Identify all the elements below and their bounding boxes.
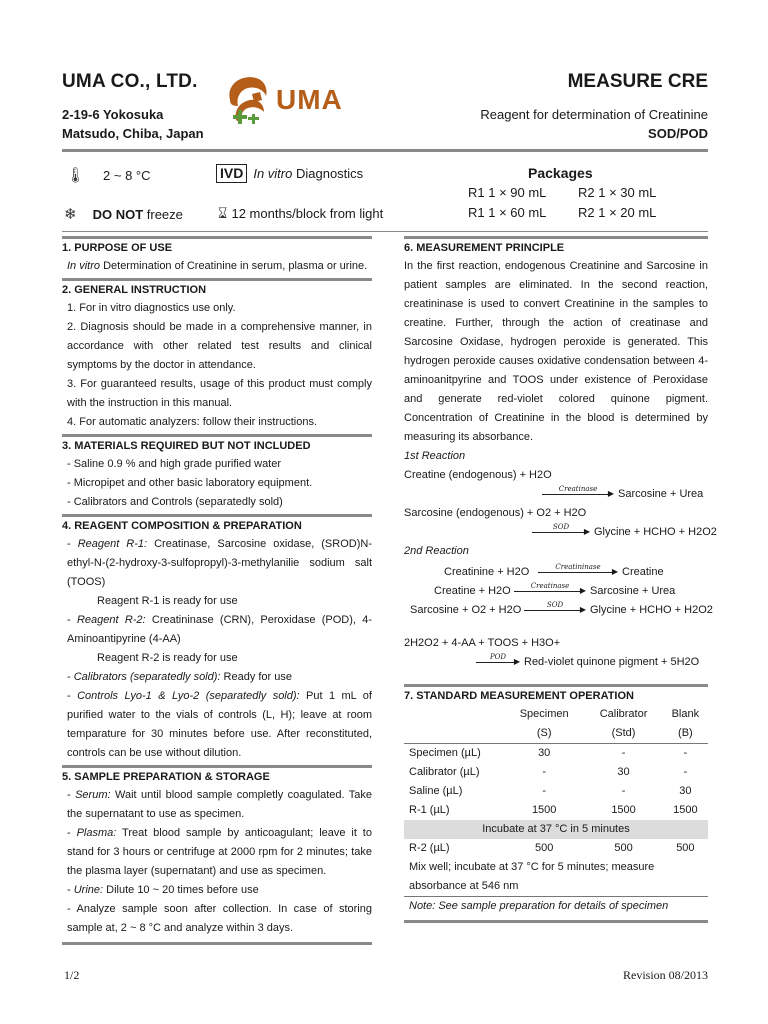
section-2-title: 2. GENERAL INSTRUCTION xyxy=(62,284,207,296)
reagent-r1-label: Reagent R-1: xyxy=(77,538,148,550)
r2-eq3-line xyxy=(404,601,713,620)
sod-label: SOD xyxy=(552,523,570,531)
reagent-r1-ready: Reagent R-1 is ready for use xyxy=(97,595,238,607)
ivd-rest: Diagnostics xyxy=(292,166,364,181)
material-3: - Calibrators and Controls (separatedly sold) xyxy=(67,496,283,508)
controls: - Controls Lyo-1 & Lyo-2 (separatedly sold): Put 1 mL of purified water to the vials of controls (L, H); leave at room temparature for 30 minutes before use. After reconstituted, controls can be use without dilution. xyxy=(67,690,372,759)
table-header-row xyxy=(404,705,708,724)
address-line-2: Matsudo, Chiba, Japan xyxy=(62,126,204,141)
ivd-badge: IVD xyxy=(216,164,247,183)
package-r1-b: R1 1 × 60 mL xyxy=(468,205,547,220)
column-code: (S) xyxy=(536,727,552,739)
mix-text: Mix well; incubate at 37 °C for 5 minutes; measure absorbance at 546 nm xyxy=(409,861,655,892)
header-divider xyxy=(62,149,708,152)
table-cell: 500 xyxy=(676,842,695,854)
r1-eq2-line xyxy=(404,523,717,542)
section-6-title: 6. MEASUREMENT PRINCIPLE xyxy=(404,242,565,254)
reaction-arrow: POD ▶ xyxy=(476,657,520,668)
product-name: MEASURE CRE xyxy=(567,71,708,92)
incubate-row xyxy=(404,820,708,839)
hourglass-icon: ⌛︎ xyxy=(218,205,228,222)
column-header: Specimen xyxy=(519,708,569,720)
r1-eq1-line xyxy=(404,485,708,504)
table-row xyxy=(404,744,708,764)
table-code-row xyxy=(404,724,708,744)
note-text: Note: See sample preparation for details of specimen xyxy=(404,897,708,917)
reaction-arrow: Creatinase ▶ xyxy=(514,586,586,597)
r2-eq3-left: Sarcosine + O2 + H2O xyxy=(410,604,522,616)
section-bar xyxy=(62,942,372,945)
incubate-text: Incubate at 37 °C in 5 minutes xyxy=(404,820,708,839)
controls-text: Put 1 mL of purified water to the vials of controls (L, H); leave at room temparature for 30 minutes before use. After reconstituted, controls can be use without dilution. xyxy=(67,690,372,759)
column-code: (B) xyxy=(678,727,693,739)
r3-right: Red-violet quinone pigment + 5H2O xyxy=(524,656,700,668)
r1-eq1-left: Creatine (endogenous) + H2O xyxy=(404,469,552,481)
r2-eq3-right: Glycine + HCHO + H2O2 xyxy=(590,604,713,616)
table-cell: - xyxy=(621,785,626,797)
r1-eq2-right: Glycine + HCHO + H2O2 xyxy=(594,526,717,538)
revision: Revision 08/2013 xyxy=(622,968,708,982)
table-cell: 500 xyxy=(535,842,554,854)
table-row xyxy=(404,839,708,858)
table-row xyxy=(404,801,708,820)
calibrators-text: Ready for use xyxy=(220,671,293,683)
table-cell: 30 xyxy=(504,744,584,764)
r2-eq1-right: Creatine xyxy=(622,566,664,578)
table-cell: 1500 xyxy=(673,804,698,816)
material-1: - Saline 0.9 % and high grade purified water xyxy=(67,458,282,470)
shelf-life-row xyxy=(218,205,383,222)
serum-prep: - Serum: Wait until blood sample completly coagulated. Take the supernatant to use as specimen. xyxy=(67,789,372,820)
reaction-arrow: SOD ▶ xyxy=(524,605,586,616)
table-cell: - xyxy=(584,744,662,764)
table-cell: - xyxy=(663,744,708,764)
section-1-text xyxy=(62,257,372,276)
thermometer-icon: 🌡︎ xyxy=(66,167,86,184)
freeze-bold: DO NOT xyxy=(92,206,144,222)
instruction-2: 2. Diagnosis should be made in a comprehensive manner, in accordance with other related test results and clinical symptoms by the doctor in attendance. xyxy=(67,321,372,371)
storage-temp-row xyxy=(66,166,151,184)
reagent-r2-label: Reagent R-2: xyxy=(76,614,146,626)
section-1-italic: In vitro xyxy=(67,260,101,272)
left-column xyxy=(62,236,372,945)
urine-prep: - Urine: Dilute 10 ~ 20 times before use xyxy=(67,884,259,896)
instruction-1: 1. For in vitro diagnostics use only. xyxy=(67,302,236,314)
company-name: UMA CO., LTD. xyxy=(62,71,198,92)
table-cell: 30 xyxy=(617,766,630,778)
r2-eq2-right: Sarcosine + Urea xyxy=(590,585,676,597)
table-cell: 1500 xyxy=(531,804,557,816)
reaction-arrow: Creatininase ▶ xyxy=(538,567,618,578)
instruction-4: 4. For automatic analyzers: follow their instructions. xyxy=(67,416,318,428)
plasma-label: Plasma: xyxy=(76,827,117,839)
table-cell: - xyxy=(683,766,688,778)
r1-eq1-right: Sarcosine + Urea xyxy=(618,488,704,500)
table-row xyxy=(404,763,708,782)
info-divider xyxy=(62,231,708,232)
section-1-body: Determination of Creatinine in serum, plasma or urine. xyxy=(100,260,368,272)
address-line-1: 2-19-6 Yokosuka xyxy=(62,107,164,122)
sample-storage: - Analyze sample soon after collection. In case of storing sample at, 2 ~ 8 °C and analyze within 3 days. xyxy=(67,903,372,934)
freeze-row xyxy=(64,205,183,223)
table-cell: 30 xyxy=(679,785,692,797)
column-header: Blank xyxy=(671,708,700,720)
table-cell: 1500 xyxy=(611,804,636,816)
table-cell: - xyxy=(542,766,547,778)
reagent-r1-text: Creatinase, Sarcosine oxidase, (SROD)N-ethyl-N-(2-hydroxy-3-sulfopropyl)-3-methylanilie sodium salt (TOOS) xyxy=(67,538,372,588)
principle-text: In the first reaction, endogenous Creatinine and Sarcosine in patient samples are eliminated. In the second reaction, creatininase is used to convert Creatinine in the samples to creatine. Further, through the action of creatinase and Sarcosine Oxidase, hydrogen peroxide is generated. This hydrogen peroxide causes oxidative condensation between 4-aminoanitpyrine and TOOS under existence of Peroxidase and generate red-violet colored quinone pigment. Concentration of Creatinine in the blood is determined by measuring its absorbance. xyxy=(404,260,708,443)
plasma-text: Treat blood sample by anticoagulant; leave it to stand for 3 hours or centrifuge at 2000 rpm for 2 minutes; take the plasma layer (supernatant) and use as specimen. xyxy=(67,827,372,877)
column-header: Calibrator xyxy=(599,708,648,720)
r3-left: 2H2O2 + 4-AA + TOOS + H3O+ xyxy=(404,637,561,649)
section-5-title: 5. SAMPLE PREPARATION & STORAGE xyxy=(62,771,270,783)
page-number: 1/2 xyxy=(64,968,80,982)
row-label: R-2 (µL) xyxy=(409,842,450,854)
ivd-row xyxy=(216,164,363,183)
table-cell: 500 xyxy=(614,842,633,854)
creatinase-label: Creatinase xyxy=(558,485,598,493)
calibrators-label: Calibrators (separatedly sold): xyxy=(73,671,221,683)
second-reaction-label: 2nd Reaction xyxy=(404,545,469,557)
material-2: - Micropipet and other basic laboratory equipment. xyxy=(67,477,313,489)
reaction-arrow: Creatinase ▶ xyxy=(542,489,614,500)
section-bar xyxy=(404,920,708,923)
table-row xyxy=(404,782,708,801)
operation-table xyxy=(404,705,708,916)
method-name: SOD/POD xyxy=(648,126,708,141)
r2-eq1-left: Creatinine + H2O xyxy=(444,566,530,578)
section-7-title: 7. STANDARD MEASUREMENT OPERATION xyxy=(404,690,634,702)
table-cell: - xyxy=(542,785,547,797)
section-4-title: 4. REAGENT COMPOSITION & PREPARATION xyxy=(62,520,302,532)
sod-label: SOD xyxy=(546,601,564,609)
packages-title: Packages xyxy=(528,165,593,181)
instruction-3: 3. For guaranteed results, usage of this product must comply with the instruction in this manual. xyxy=(67,378,372,409)
serum-text: Wait until blood sample completly coagulated. Take the supernatant to use as specimen. xyxy=(67,789,372,820)
reagent-r1: - Reagent R-1: Creatinase, Sarcosine oxidase, (SROD)N-ethyl-N-(2-hydroxy-3-sulfopropyl)-3-methylanilie sodium salt (TOOS) xyxy=(67,538,372,588)
reagent-r2-ready: Reagent R-2 is ready for use xyxy=(97,652,238,664)
package-r1-a: R1 1 × 90 mL xyxy=(468,185,547,200)
controls-label: Controls Lyo-1 & Lyo-2 (separatedly sold): xyxy=(77,690,300,702)
package-r2-b: R2 1 × 20 mL xyxy=(578,205,657,220)
r2-eq2-left: Creatine + H2O xyxy=(434,585,511,597)
row-label: R-1 (µL) xyxy=(409,804,450,816)
storage-temp: 2 ~ 8 °C xyxy=(103,167,151,183)
plasma-prep: - Plasma: Treat blood sample by anticoagulant; leave it to stand for 3 hours or centrifuge at 2000 rpm for 2 minutes; take the plasma layer (supernatant) and use as specimen. xyxy=(67,827,372,877)
product-block xyxy=(480,71,708,143)
section-1-title: 1. PURPOSE OF USE xyxy=(62,242,173,254)
package-r2-a: R2 1 × 30 mL xyxy=(578,185,657,200)
urine-label: Urine: xyxy=(73,884,104,896)
reaction-arrow: SOD ▶ xyxy=(532,527,590,538)
urine-text: Dilute 10 ~ 20 times before use xyxy=(103,884,259,896)
mix-row xyxy=(404,858,708,897)
serum-label: Serum: xyxy=(75,789,111,801)
note-row xyxy=(404,897,708,917)
right-column xyxy=(404,236,717,923)
logo-text: UMA xyxy=(276,84,343,115)
reagent-r2-text: Creatininase (CRN), Peroxidase (POD), 4-Aminoantipyrine (4-AA) xyxy=(67,614,372,645)
r1-eq2-left: Sarcosine (endogenous) + O2 + H2O xyxy=(404,507,587,519)
calibrators: - Calibrators (separatedly sold): Ready for use xyxy=(67,671,293,683)
ivd-italic: In vitro xyxy=(253,166,293,181)
row-label: Specimen (µL) xyxy=(404,744,504,764)
row-label: Saline (µL) xyxy=(409,785,463,797)
pod-label: POD xyxy=(489,653,507,661)
product-subtitle: Reagent for determination of Creatinine xyxy=(480,107,708,122)
company-block xyxy=(62,71,204,143)
column-code: (Std) xyxy=(611,727,636,739)
r3-line xyxy=(404,653,708,672)
reagent-r2: - Reagent R-2: Creatininase (CRN), Peroxidase (POD), 4-Aminoantipyrine (4-AA) xyxy=(67,614,372,645)
shelf-life: 12 months/block from light xyxy=(231,206,384,221)
row-label: Calibrator (µL) xyxy=(409,766,480,778)
first-reaction-label: 1st Reaction xyxy=(404,450,466,462)
freeze-rest: freeze xyxy=(143,206,183,222)
snowflake-icon: ❄ xyxy=(64,206,77,223)
section-3-title: 3. MATERIALS REQUIRED BUT NOT INCLUDED xyxy=(62,440,311,452)
creatinase-label: Creatinase xyxy=(530,582,570,590)
creatininase-label: Creatininase xyxy=(555,563,601,571)
